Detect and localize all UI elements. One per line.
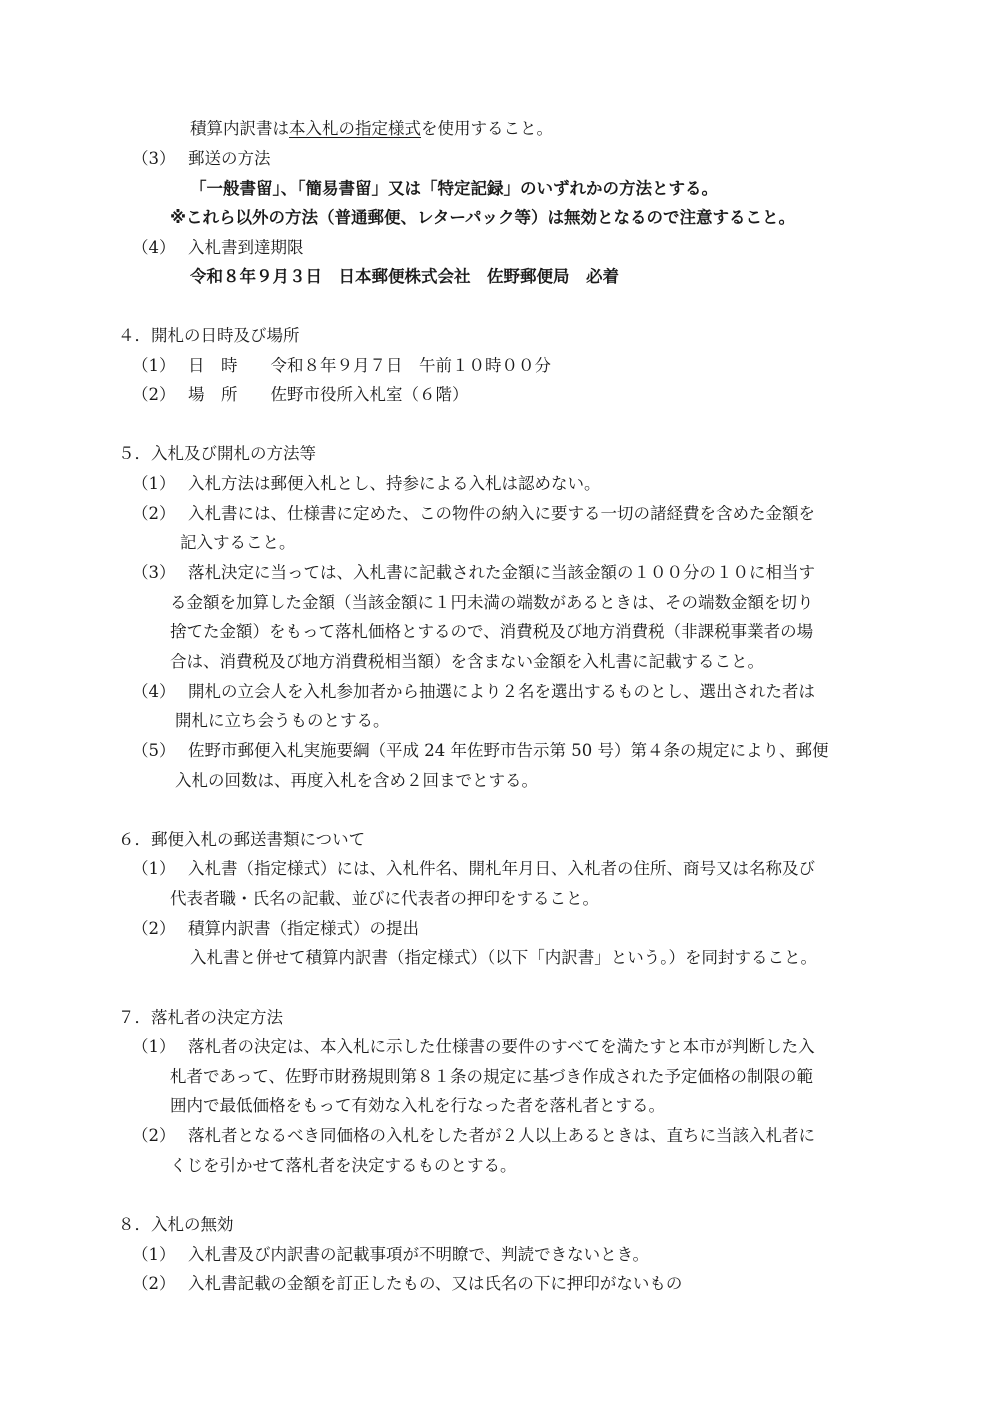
item-continuation: 札者であって、佐野市財務規則第８１条の規定に基づき作成された予定価格の制限の範 [170, 1067, 814, 1086]
list-item [132, 1247, 649, 1264]
list-item [132, 151, 271, 168]
item-continuation: 囲内で最低価格をもって有効な入札を行なった者を落札者とする。 [170, 1096, 665, 1115]
item-text: 場 所 佐野市役所入札室（６階） [188, 385, 469, 404]
item-number: （2） [132, 1274, 176, 1293]
list-item [132, 684, 815, 701]
paragraph-line [190, 121, 553, 138]
item-text: 入札書（指定様式）には、入札件名、開札年月日、入札者の住所、商号又は名称及び [188, 859, 815, 878]
underlined-text: 本入札の指定様式 [289, 119, 421, 138]
item-text: 落札者の決定は、本入札に示した仕様書の要件のすべてを満たすと本市が判断した入 [188, 1037, 815, 1056]
item-continuation: 入札の回数は、再度入札を含め２回までとする。 [175, 771, 538, 790]
item-text: 入札書到達期限 [188, 238, 304, 257]
item-continuation: る金額を加算した金額（当該金額に１円未満の端数があるときは、その端数金額を切り [170, 593, 814, 612]
item-number: （4） [132, 682, 176, 701]
item-number: （1） [132, 474, 176, 493]
list-item [132, 743, 828, 760]
item-number: （1） [132, 1245, 176, 1264]
section-heading: ８．入札の無効 [118, 1215, 234, 1234]
item-number: （3） [132, 149, 176, 168]
list-item [132, 476, 601, 493]
item-continuation: 合は、消費税及び地方消費税相当額）を含まない金額を入札書に記載すること。 [170, 652, 764, 671]
item-continuation: 捨てた金額）をもって落札価格とするので、消費税及び地方消費税（非課税事業者の場 [170, 622, 814, 641]
text: 積算内訳書は [190, 119, 289, 138]
list-item [132, 1276, 682, 1293]
section-heading: ５．入札及び開札の方法等 [118, 444, 316, 463]
item-continuation: 代表者職・氏名の記載、並びに代表者の押印をすること。 [170, 889, 599, 908]
list-item [132, 240, 304, 257]
list-item [132, 861, 815, 878]
item-text: 入札書記載の金額を訂正したもの、又は氏名の下に押印がないもの [188, 1274, 683, 1293]
list-item [132, 1039, 815, 1056]
item-number: （2） [132, 504, 176, 523]
item-continuation: 記入すること。 [180, 533, 296, 552]
item-text: 落札決定に当っては、入札書に記載された金額に当該金額の１００分の１０に相当す [188, 563, 815, 582]
bold-deadline: 令和８年９月３日 日本郵便株式会社 佐野郵便局 必着 [190, 267, 619, 286]
item-text: 落札者となるべき同価格の入札をした者が２人以上あるときは、直ちに当該入札者に [188, 1126, 815, 1145]
item-continuation: 開札に立ち会うものとする。 [175, 711, 390, 730]
text: を使用すること。 [421, 119, 553, 138]
item-number: （1） [132, 1037, 176, 1056]
item-text: 日 時 令和８年９月７日 午前１０時００分 [188, 356, 551, 375]
item-number: （2） [132, 919, 176, 938]
item-text: 積算内訳書（指定様式）の提出 [188, 919, 419, 938]
list-item [132, 921, 419, 938]
item-text: 入札方法は郵便入札とし、持参による入札は認めない。 [188, 474, 601, 493]
item-number: （2） [132, 1126, 176, 1145]
bold-warning: ※これら以外の方法（普通郵便、レターパック等）は無効となるので注意すること。 [170, 208, 796, 227]
item-text: 佐野市郵便入札実施要綱（平成 24 年佐野市告示第 50 号）第４条の規定により、郵便 [188, 741, 829, 760]
item-number: （5） [132, 741, 176, 760]
list-item [132, 506, 815, 523]
item-text: 入札書には、仕様書に定めた、この物件の納入に要する一切の諸経費を含めた金額を [188, 504, 815, 523]
item-number: （1） [132, 859, 176, 878]
item-text: 入札書及び内訳書の記載事項が不明瞭で、判読できないとき。 [188, 1245, 650, 1264]
item-number: （3） [132, 563, 176, 582]
item-number: （4） [132, 238, 176, 257]
section-heading: ６．郵便入札の郵送書類について [118, 830, 366, 849]
list-item [132, 1128, 815, 1145]
item-number: （1） [132, 356, 176, 375]
item-text: 郵送の方法 [188, 149, 271, 168]
bold-instruction: 「一般書留」、「簡易書留」又は「特定記録」のいずれかの方法とする。 [190, 179, 718, 198]
list-item [132, 565, 815, 582]
item-number: （2） [132, 385, 176, 404]
list-item [132, 358, 551, 375]
list-item [132, 387, 469, 404]
item-continuation: 入札書と併せて積算内訳書（指定様式）（以下「内訳書」という。）を同封すること。 [190, 948, 817, 967]
item-continuation: くじを引かせて落札者を決定するものとする。 [170, 1156, 517, 1175]
item-text: 開札の立会人を入札参加者から抽選により２名を選出するものとし、選出された者は [188, 682, 815, 701]
section-heading: ４．開札の日時及び場所 [118, 326, 300, 345]
section-heading: ７．落札者の決定方法 [118, 1008, 283, 1027]
